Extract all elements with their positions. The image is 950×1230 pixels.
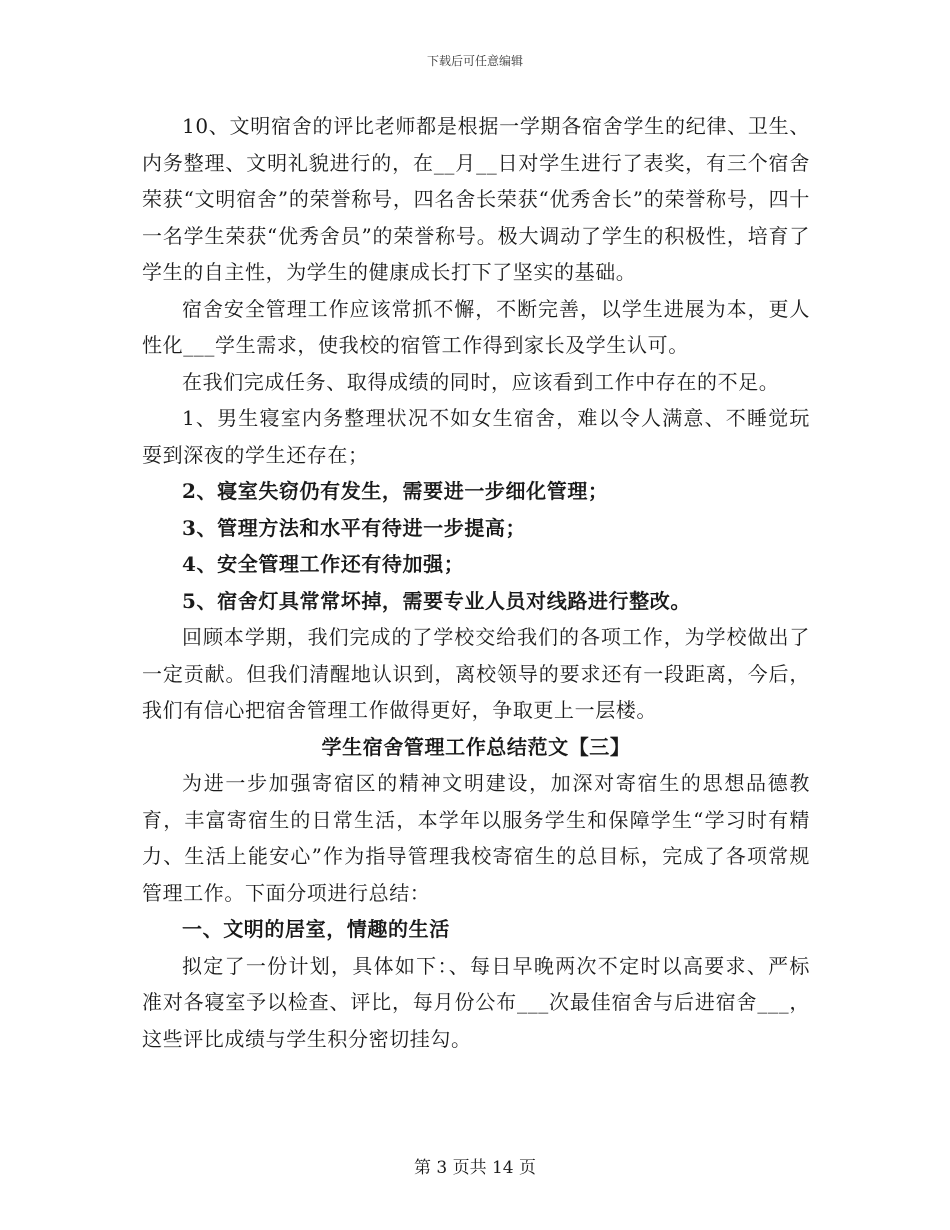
subheading-civilized-room: 一、文明的居室，情趣的生活 <box>182 917 450 941</box>
paragraph-item-10: 10、文明宿舍的评比老师都是根据一学期各宿舍学生的纪律、卫生、内务整理、文明礼貌进行的，在__月__日对学生进行了表奖，有三个宿舍荣获“文明宿舍”的荣誉称号，四名舍长荣获“优秀舍长”的荣誉称号，四十一名学生荣获“优秀舍员”的荣誉称号。极大调动了学生的积极性，培育了学生的自主性，为学生的健康成长打下了坚实的基础。 <box>142 114 810 284</box>
paragraph-safety-management: 宿舍安全管理工作应该常抓不懈，不断完善，以学生进展为本，更人性化___学生需求，使我校的宿管工作得到家长及学生认可。 <box>142 296 810 357</box>
paragraph-shortcoming-3: 3、管理方法和水平有待进一步提高； <box>182 515 527 540</box>
paragraph-shortcomings-intro: 在我们完成任务、取得成绩的同时，应该看到工作中存在的不足。 <box>182 369 780 394</box>
page-header: 下载后可任意编辑 <box>426 54 523 68</box>
document-body <box>142 108 810 1057</box>
paragraph-plan: 拟定了一份计划，具体如下：、每日早晚两次不定时以高要求、严标准对各寝室予以检查、评比，每月份公布___次最佳宿舍与后进宿舍___，这些评比成绩与学生积分密切挂勾。 <box>142 953 810 1051</box>
paragraph-section-intro: 为进一步加强寄宿区的精神文明建设，加深对寄宿生的思想品德教育，丰富寄宿生的日常生活，本学年以服务学生和保障学生“学习时有精力、生活上能安心”作为指导管理我校寄宿生的总目标，完成了各项常规管理工作。下面分项进行总结： <box>142 771 810 905</box>
paragraph-shortcoming-5: 5、宿舍灯具常常坏掉，需要专业人员对线路进行整改。 <box>182 588 691 613</box>
paragraph-shortcoming-4: 4、安全管理工作还有待加强； <box>182 552 465 576</box>
page-footer: 第 3 页共 14 页 <box>413 1158 537 1178</box>
paragraph-shortcoming-1: 1、男生寝室内务整理状况不如女生宿舍，难以令人满意、不睡觉玩耍到深夜的学生还存在； <box>142 406 810 467</box>
section-title: 学生宿舍管理工作总结范文【三】 <box>321 734 631 759</box>
paragraph-shortcoming-2: 2、寝室失窃仍有发生，需要进一步细化管理； <box>182 479 609 503</box>
paragraph-review: 回顾本学期，我们完成的了学校交给我们的各项工作，为学校做出了一定贡献。但我们清醒地认识到，离校领导的要求还有一段距离，今后，我们有信心把宿舍管理工作做得更好，争取更上一层楼。 <box>142 625 810 722</box>
